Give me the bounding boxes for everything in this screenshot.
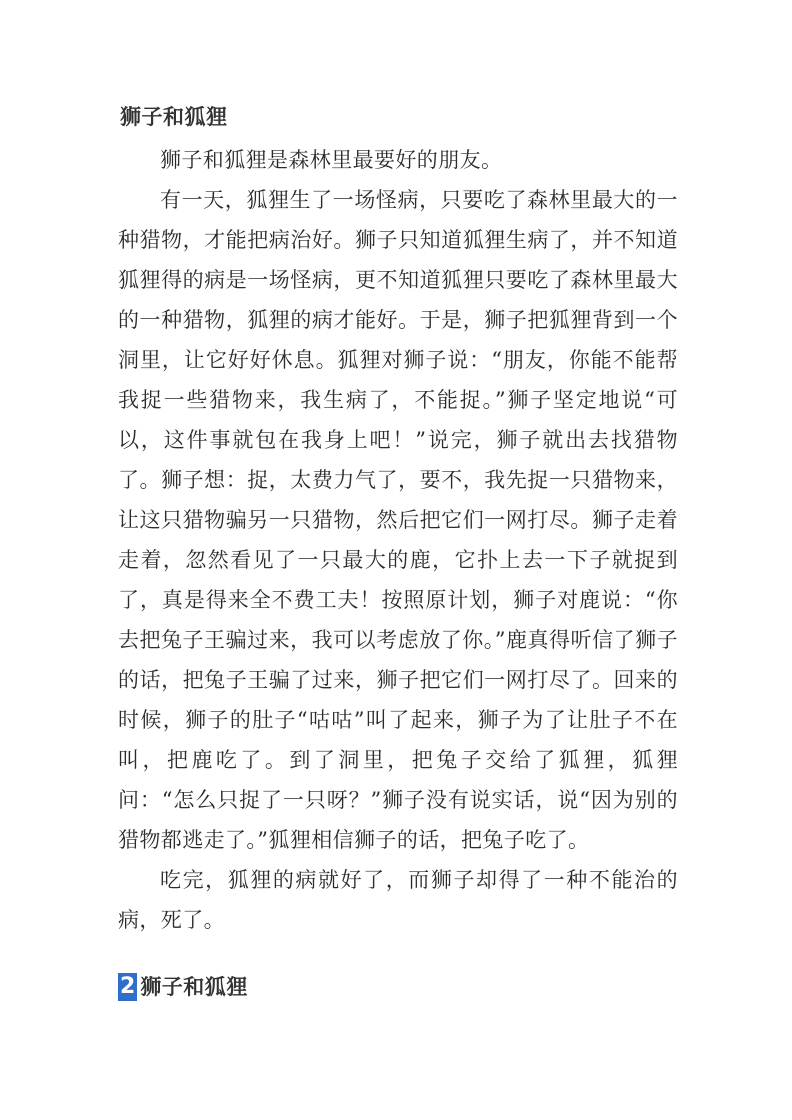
section-2-title: 狮子和狐狸 <box>140 975 248 999</box>
section-number-badge: 2 <box>120 974 136 999</box>
paragraph-main: 有一天，狐狸生了一场怪病，只要吃了森林里最大的一种猎物，才能把病治好。狮子只知道狐狸生病了，并不知道狐狸得的病是一场怪病，更不知道狐狸只要吃了森林里最大的一种猎物，狐狸的病才能好。于是，狮子把狐狸背到一个洞里，让它好好休息。狐狸对狮子说：“朋友，你能不能帮我捉一些猎物来，我生病了，不能捉。”狮子坚定地说“可以，这件事就包在我身上吧！”说完，狮子就出去找猎物了。狮子想：捉，太费力气了，要不，我先捉一只猎物来，让这只猎物骗另一只猎物，然后把它们一网打尽。狮子走着走着，忽然看见了一只最大的鹿，它扑上去一下子就捉到了，真是得来全不费工夫！按照原计划，狮子对鹿说：“你去把兔子王骗过来，我可以考虑放了你。”鹿真得听信了狮子的话，把兔子王骗了过来，狮子把它们一网打尽了。回来的时候，狮子的肚子“咕咕”叫了起来，狮子为了让肚子不在叫，把鹿吃了。到了洞里，把兔子交给了狐狸，狐狸问：“怎么只捉了一只呀？”狮子没有说实话，说“因为别的猎物都逃走了。”狐狸相信狮子的话，把兔子吃了。 <box>118 188 678 852</box>
section-2-heading <box>118 973 248 1001</box>
paragraph-intro: 狮子和狐狸是森林里最要好的朋友。 <box>160 148 503 172</box>
story-title: 狮子和狐狸 <box>120 105 228 129</box>
story-body <box>118 140 678 940</box>
paragraph-ending: 吃完，狐狸的病就好了，而狮子却得了一种不能治的病，死了。 <box>118 868 678 932</box>
